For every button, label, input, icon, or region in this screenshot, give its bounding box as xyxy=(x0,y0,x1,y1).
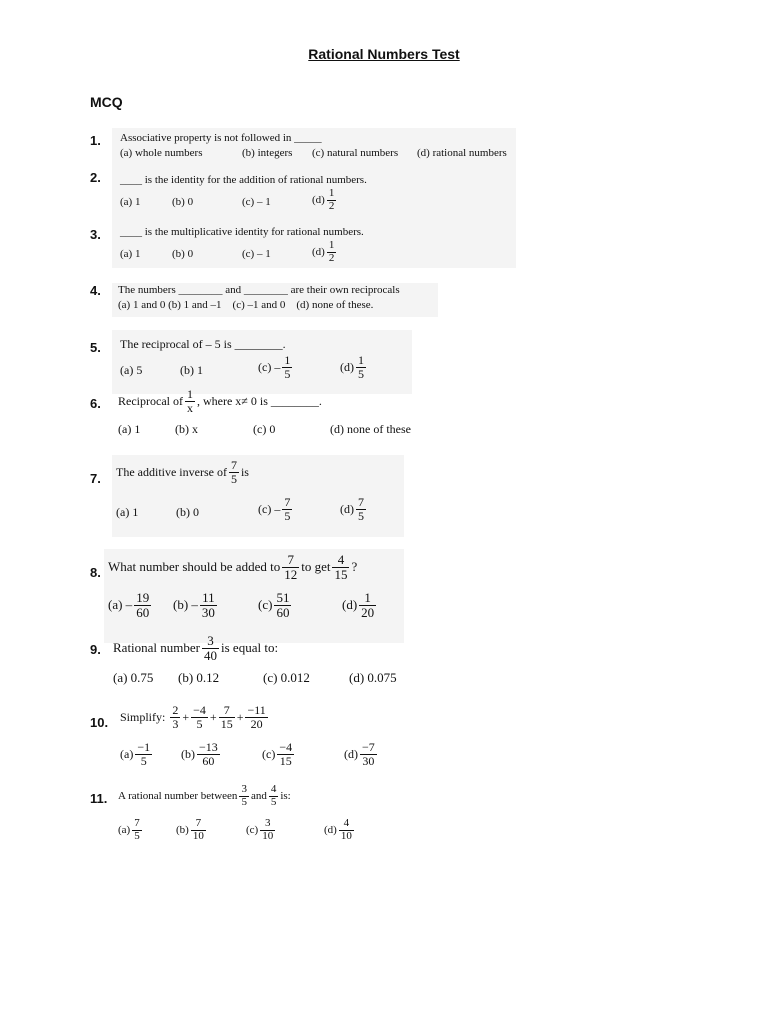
q3-option-d: (d) $\frac{1}{2}$ xyxy=(312,239,335,264)
q8-number: 8. xyxy=(90,565,101,580)
q3-option-a: (a) 1 xyxy=(120,248,141,260)
q1-option-b: (b) integers xyxy=(242,147,293,159)
q6-option-c: (c) 0 xyxy=(253,422,276,436)
q9-option-d: (d) 0.075 xyxy=(349,670,397,685)
q5-text: The reciprocal of – 5 is ________. xyxy=(120,337,286,351)
q4-options: (a) 1 and 0 (b) 1 and –1 (c) –1 and 0 (d) none of these. xyxy=(118,299,374,311)
q7-option-c: (c) – $\frac{7}{5}$ xyxy=(258,495,291,523)
q2-text: ____ is the identity for the addition of rational numbers. xyxy=(120,174,367,186)
q8-text: What number should be added to $\frac{7}{12}$ to get $\frac{4}{15}$ ? xyxy=(108,552,358,582)
q8-option-a: (a) – $\frac{19}{60}$ xyxy=(108,590,150,620)
q11-number: 11. xyxy=(90,791,108,806)
q11-option-c: (c) $\frac{3}{10}$ xyxy=(246,817,274,842)
q9-text: Rational number $\frac{3}{40}$ is equal to: xyxy=(113,633,279,663)
q1-option-a: (a) whole numbers xyxy=(120,147,203,159)
q10-option-d: (d) $\frac{-7}{30}$ xyxy=(344,740,375,768)
q7-option-a: (a) 1 xyxy=(116,505,139,519)
q7-number: 7. xyxy=(90,471,101,486)
q9-option-c: (c) 0.012 xyxy=(263,670,310,685)
q7-option-d: (d) $\frac{7}{5}$ xyxy=(340,495,364,523)
q7-option-b: (b) 0 xyxy=(176,505,199,519)
q2-option-d: (d) $\frac{1}{2}$ xyxy=(312,187,335,212)
q8-option-b: (b) – $\frac{11}{30}$ xyxy=(173,590,215,620)
q9-option-a: (a) 0.75 xyxy=(113,670,154,685)
q9-number: 9. xyxy=(90,642,101,657)
q2-option-c: (c) – 1 xyxy=(242,196,271,208)
q4-text: The numbers ________ and ________ are their own reciprocals xyxy=(118,284,400,296)
q3-text: ____ is the multiplicative identity for rational numbers. xyxy=(120,226,364,238)
q2-number: 2. xyxy=(90,170,101,185)
q11-option-d: (d) $\frac{4}{10}$ xyxy=(324,817,352,842)
q10-option-c: (c) $\frac{-4}{15}$ xyxy=(262,740,293,768)
q3-option-b: (b) 0 xyxy=(172,248,194,260)
q5-option-d: (d) $\frac{1}{5}$ xyxy=(340,353,364,381)
q2-option-a: (a) 1 xyxy=(120,196,141,208)
q6-option-b: (b) x xyxy=(175,422,198,436)
q6-text: Reciprocal of $\frac{1}{x}$ , where x≠ 0 is ________. xyxy=(118,387,322,415)
page-title: Rational Numbers Test xyxy=(308,46,460,62)
q6-option-a: (a) 1 xyxy=(118,422,141,436)
q1-option-d: (d) rational numbers xyxy=(417,147,507,159)
q3-option-c: (c) – 1 xyxy=(242,248,271,260)
q9-option-b: (b) 0.12 xyxy=(178,670,220,685)
q10-option-a: (a) $\frac{-1}{5}$ xyxy=(120,740,151,768)
q8-option-d: (d) $\frac{1}{20}$ xyxy=(342,590,375,620)
q11-text: A rational number between $\frac{3}{5}$ and $\frac{4}{5}$ is: xyxy=(118,783,291,808)
q6-option-d: (d) none of these xyxy=(330,422,411,436)
q10-number: 10. xyxy=(90,715,109,730)
q4-number: 4. xyxy=(90,283,101,298)
q5-option-c: (c) – $\frac{1}{5}$ xyxy=(258,353,291,381)
q5-option-b: (b) 1 xyxy=(180,363,203,377)
q5-number: 5. xyxy=(90,340,101,355)
q6-number: 6. xyxy=(90,396,101,411)
q10-text: Simplify: $\frac{2}{3}$ + $\frac{-4}{5}$ + $\frac{7}{15}$ + $\frac{-11}{20}$ xyxy=(120,703,266,731)
q11-option-a: (a) $\frac{7}{5}$ xyxy=(118,817,140,842)
q2-option-b: (b) 0 xyxy=(172,196,194,208)
q11-option-b: (b) $\frac{7}{10}$ xyxy=(176,817,204,842)
q5-option-a: (a) 5 xyxy=(120,363,143,377)
q1-number: 1. xyxy=(90,133,101,148)
q7-text: The additive inverse of $\frac{7}{5}$ is xyxy=(116,458,249,486)
section-heading: MCQ xyxy=(90,94,123,110)
q3-number: 3. xyxy=(90,227,101,242)
q8-option-c: (c) $\frac{51}{60}$ xyxy=(258,590,290,620)
q1-option-c: (c) natural numbers xyxy=(312,147,399,159)
q10-option-b: (b) $\frac{-13}{60}$ xyxy=(181,740,218,768)
q1-text: Associative property is not followed in _____ xyxy=(120,132,322,144)
